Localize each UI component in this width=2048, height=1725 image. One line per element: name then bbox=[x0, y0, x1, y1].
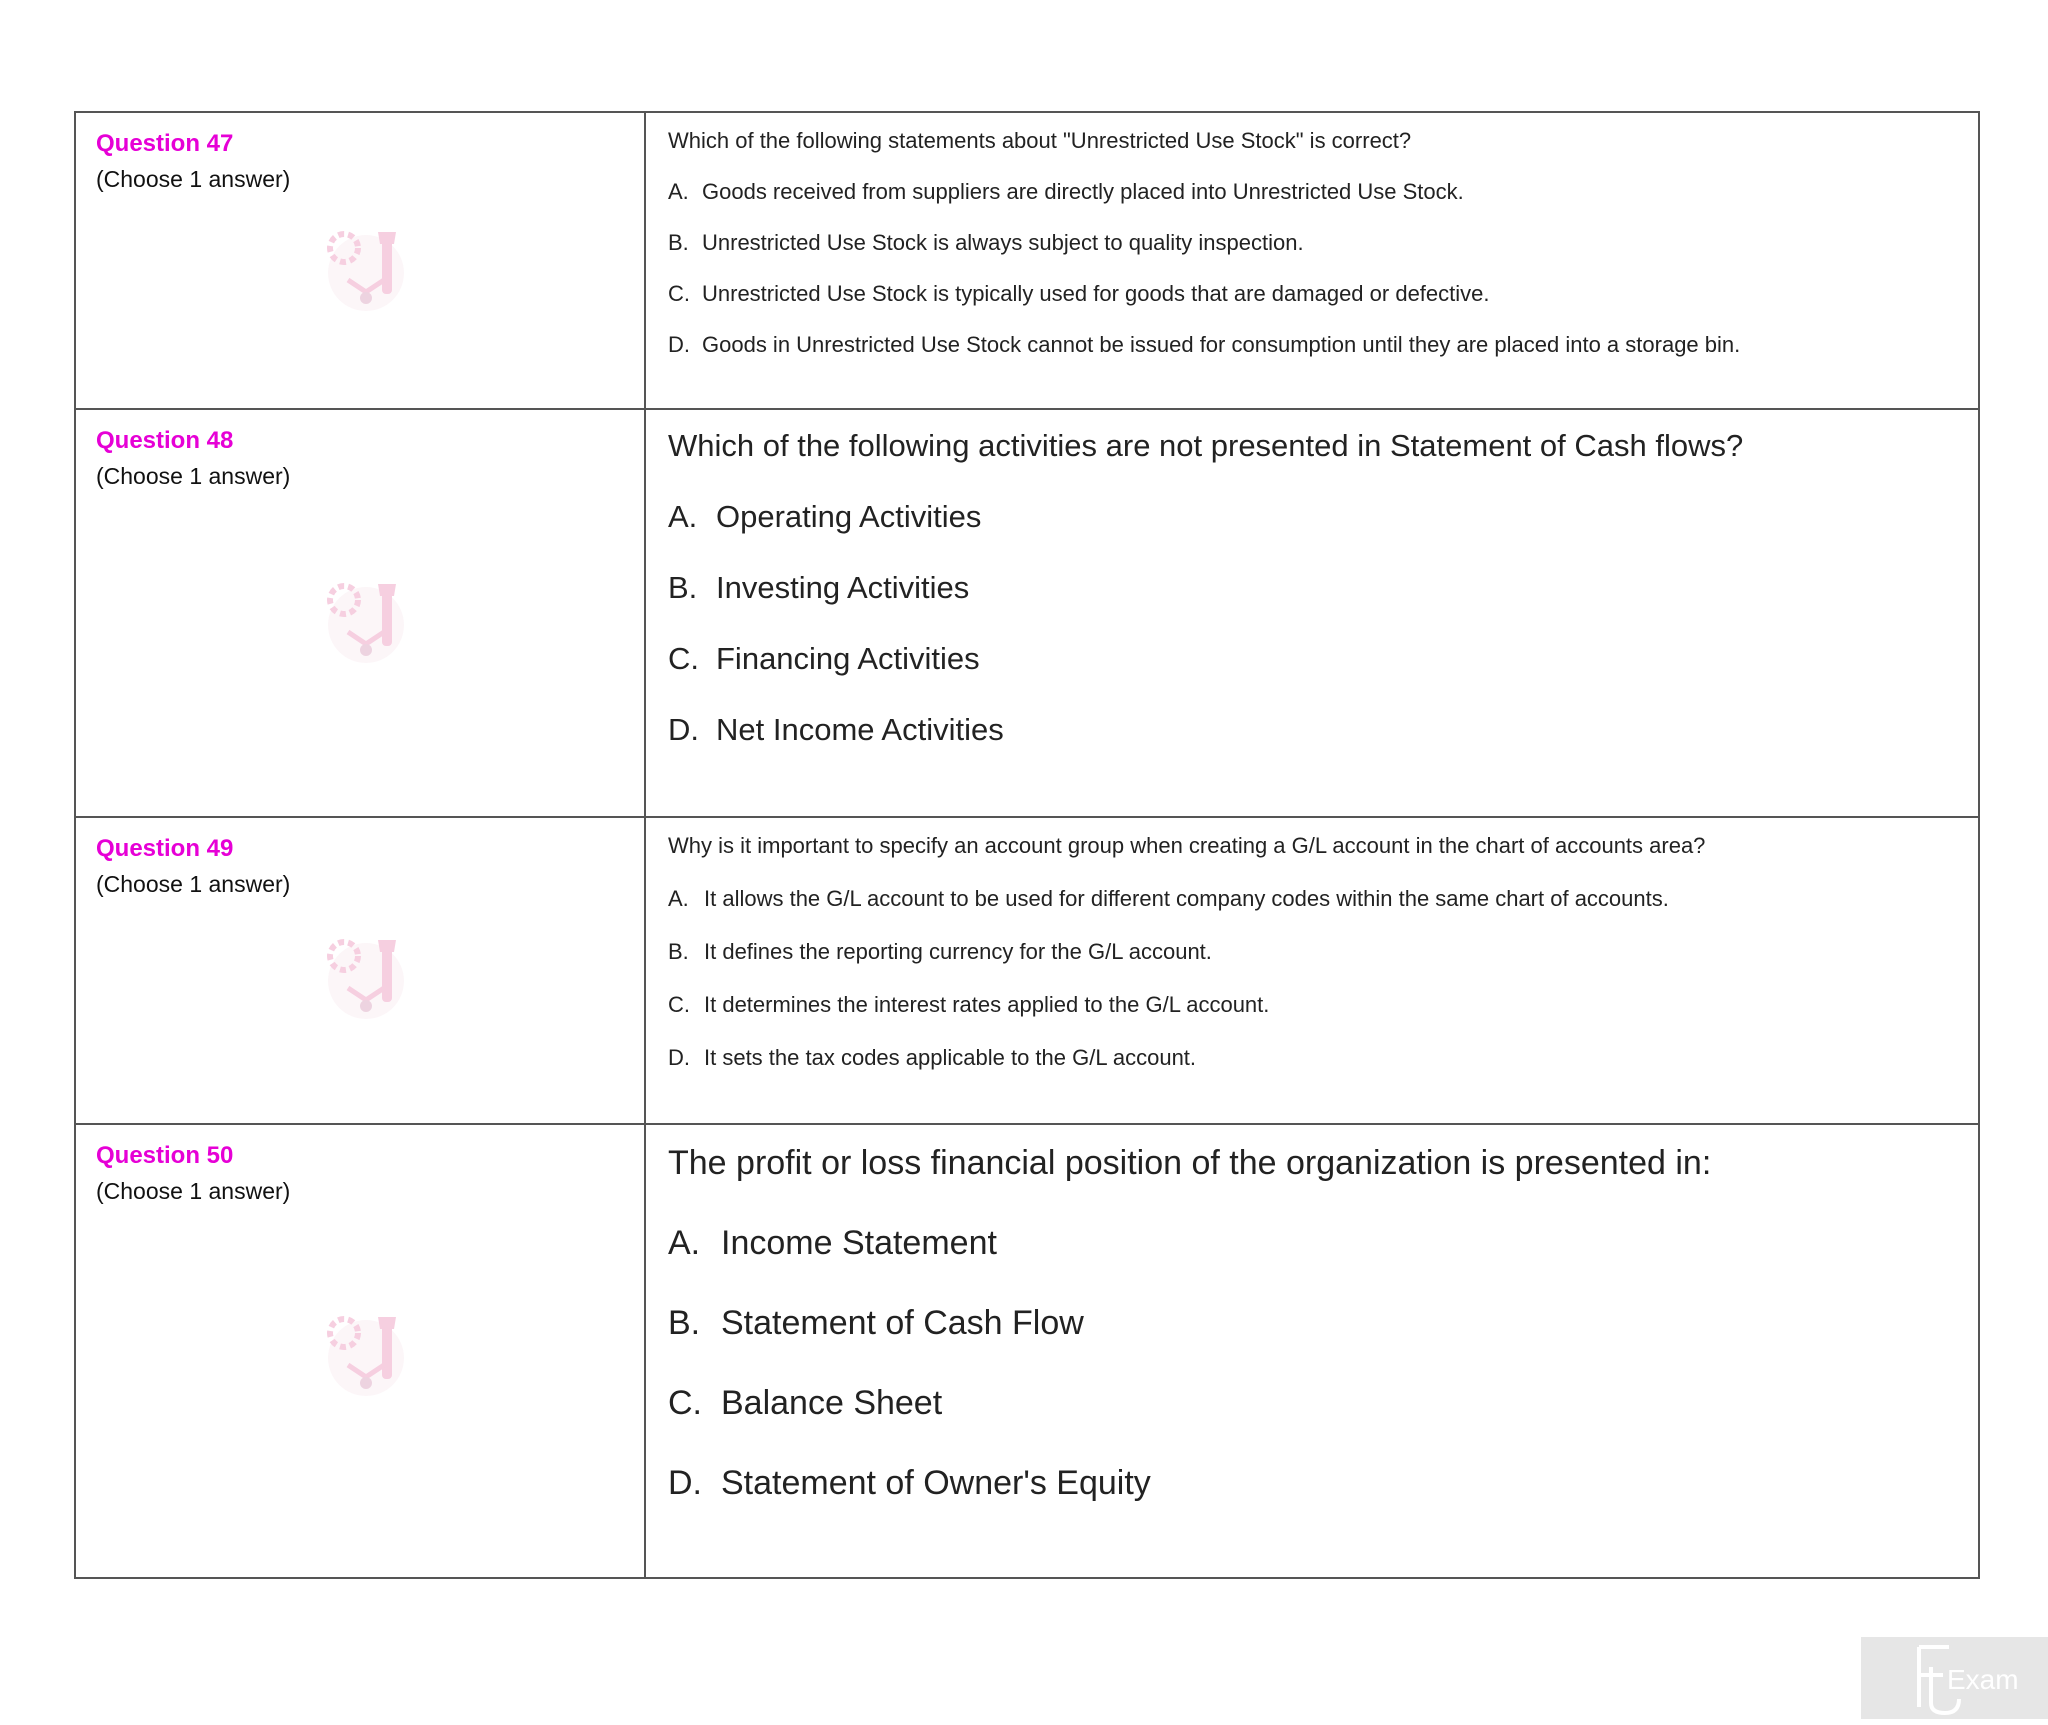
option-text: It sets the tax codes applicable to the G/L account. bbox=[704, 1045, 1197, 1070]
answer-option[interactable] bbox=[668, 568, 1958, 608]
question-info-cell bbox=[75, 817, 645, 1124]
question-content-cell bbox=[645, 409, 1979, 817]
question-text: Which of the following statements about "Unrestricted Use Stock" is correct? bbox=[668, 128, 1412, 153]
option-text: Operating Activities bbox=[716, 499, 982, 534]
option-text: Goods received from suppliers are directly placed into Unrestricted Use Stock. bbox=[702, 179, 1464, 204]
answer-option[interactable] bbox=[668, 1461, 1958, 1505]
option-letter: C. bbox=[668, 641, 699, 676]
gear-wrench-logo-icon bbox=[316, 1303, 416, 1403]
answer-option[interactable] bbox=[668, 331, 1958, 359]
option-text: It allows the G/L account to be used for different company codes within the same chart of accounts. bbox=[704, 886, 1669, 911]
answer-option[interactable] bbox=[668, 1221, 1958, 1265]
question-text: Which of the following activities are not presented in Statement of Cash flows? bbox=[668, 428, 1744, 463]
answer-option[interactable] bbox=[668, 1301, 1958, 1345]
option-letter: B. bbox=[668, 230, 689, 255]
option-letter: A. bbox=[668, 499, 698, 534]
question-instruction: (Choose 1 answer) bbox=[96, 871, 291, 897]
question-text: The profit or loss financial position of the organization is presented in: bbox=[668, 1144, 1712, 1182]
question-instruction: (Choose 1 answer) bbox=[96, 463, 291, 489]
option-letter: D. bbox=[668, 712, 699, 747]
option-text: Balance Sheet bbox=[721, 1384, 943, 1422]
answer-option[interactable] bbox=[668, 1381, 1958, 1425]
gear-wrench-logo-icon bbox=[316, 926, 416, 1026]
answer-option[interactable] bbox=[668, 991, 1958, 1019]
option-text: Goods in Unrestricted Use Stock cannot be issued for consumption until they are placed into a storage bin. bbox=[702, 332, 1741, 357]
question-content-cell bbox=[645, 1124, 1979, 1578]
option-text: Income Statement bbox=[721, 1224, 997, 1262]
answer-option[interactable] bbox=[668, 497, 1958, 537]
answer-option[interactable] bbox=[668, 639, 1958, 679]
option-text: Investing Activities bbox=[716, 570, 970, 605]
question-number: Question 49 bbox=[96, 835, 234, 862]
question-instruction: (Choose 1 answer) bbox=[96, 166, 291, 192]
option-text: Financing Activities bbox=[716, 641, 980, 676]
option-letter: D. bbox=[668, 1464, 702, 1502]
option-text: Statement of Owner's Equity bbox=[721, 1464, 1151, 1502]
answer-options bbox=[668, 497, 1958, 750]
question-text: Why is it important to specify an account group when creating a G/L account in the chart of accounts area? bbox=[668, 833, 1706, 858]
question-content-cell bbox=[645, 817, 1979, 1124]
option-text: Statement of Cash Flow bbox=[721, 1304, 1084, 1342]
answer-option[interactable] bbox=[668, 885, 1958, 913]
answer-option[interactable] bbox=[668, 938, 1958, 966]
option-text: Unrestricted Use Stock is always subject to quality inspection. bbox=[702, 230, 1304, 255]
question-content-cell bbox=[645, 112, 1979, 409]
question-row bbox=[75, 817, 1979, 1124]
option-text: Net Income Activities bbox=[716, 712, 1004, 747]
question-info-cell bbox=[75, 1124, 645, 1578]
questions-table bbox=[74, 111, 1980, 1579]
option-letter: B. bbox=[668, 570, 698, 605]
option-text: Unrestricted Use Stock is typically used for goods that are damaged or defective. bbox=[702, 281, 1490, 306]
exam-watermark-logo bbox=[1861, 1637, 2048, 1719]
option-letter: B. bbox=[668, 1304, 701, 1342]
gear-wrench-logo-icon bbox=[316, 218, 416, 318]
question-info-cell bbox=[75, 409, 645, 817]
watermark-graphic bbox=[1861, 1637, 2048, 1719]
question-instruction: (Choose 1 answer) bbox=[96, 1178, 291, 1204]
option-letter: D. bbox=[668, 1045, 690, 1070]
answer-option[interactable] bbox=[668, 178, 1958, 206]
question-number: Question 47 bbox=[96, 130, 234, 157]
option-letter: B. bbox=[668, 939, 689, 964]
gear-wrench-logo-icon bbox=[316, 570, 416, 670]
option-letter: D. bbox=[668, 332, 690, 357]
option-text: It determines the interest rates applied to the G/L account. bbox=[704, 992, 1270, 1017]
option-letter: C. bbox=[668, 1384, 702, 1422]
option-letter: A. bbox=[668, 179, 689, 204]
option-text: It defines the reporting currency for the G/L account. bbox=[704, 939, 1212, 964]
option-letter: A. bbox=[668, 886, 689, 911]
answer-option[interactable] bbox=[668, 710, 1958, 750]
answer-option[interactable] bbox=[668, 1044, 1958, 1072]
option-letter: C. bbox=[668, 281, 690, 306]
option-letter: A. bbox=[668, 1224, 701, 1262]
question-row bbox=[75, 112, 1979, 409]
answer-options bbox=[668, 178, 1958, 359]
answer-option[interactable] bbox=[668, 280, 1958, 308]
question-row bbox=[75, 409, 1979, 817]
option-letter: C. bbox=[668, 992, 690, 1017]
question-number: Question 48 bbox=[96, 427, 234, 454]
question-info-cell bbox=[75, 112, 645, 409]
question-row bbox=[75, 1124, 1979, 1578]
answer-option[interactable] bbox=[668, 229, 1958, 257]
question-number: Question 50 bbox=[96, 1142, 234, 1169]
answer-options bbox=[668, 1221, 1958, 1505]
answer-options bbox=[668, 885, 1958, 1072]
watermark-text: Exam bbox=[1947, 1664, 2019, 1695]
